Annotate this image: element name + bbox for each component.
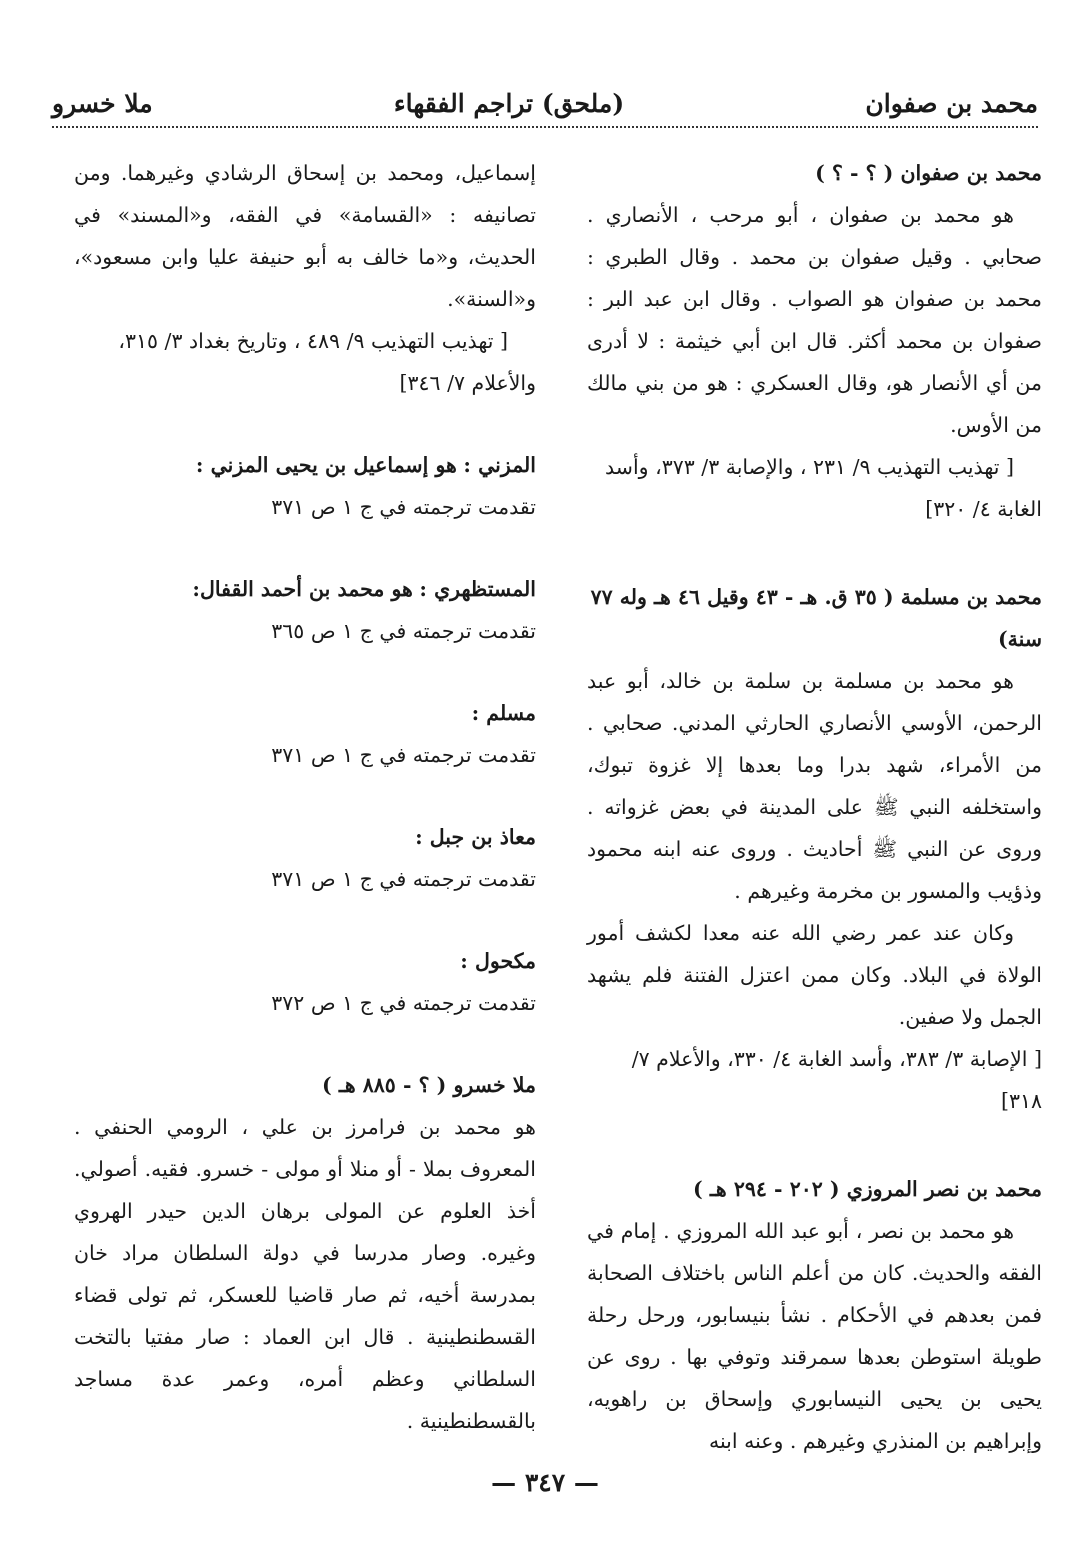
left-column <box>74 152 536 1442</box>
header-left-title: ملا خسرو <box>52 89 153 118</box>
entry-muhammad-ibn-safwan <box>587 152 1042 530</box>
entry-refs: [ الإصابة ٣/ ٣٨٣، وأسد الغابة ٤/ ٣٣٠، والأعلام ٧/ ٣١٨] <box>631 1047 1042 1113</box>
page-header <box>52 78 1038 118</box>
cross-ref-see: تقدمت ترجمته في ج ١ ص ٣٧١ <box>271 743 536 767</box>
entry-muhammad-ibn-nasr <box>587 1168 1042 1462</box>
entry-refs: [ تهذيب التهذيب ٩/ ٢٣١ ، والإصابة ٣/ ٣٧٣، وأسد الغابة ٤/ ٣٢٠] <box>605 455 1042 521</box>
entry-muhammad-ibn-maslama <box>587 576 1042 1122</box>
entry-title: محمد بن نصر المروزي ( ٢٠٢ - ٢٩٤ هـ ) <box>693 1177 1042 1201</box>
entry-title: ملا خسرو ( ؟ - ٨٨٥ هـ ) <box>321 1073 536 1097</box>
cross-ref-detail: هو محمد بن أحمد القفال: <box>192 577 413 601</box>
cross-ref-detail: هو إسماعيل بن يحيى المزني : <box>195 453 457 477</box>
cross-ref-name: المستظهري : <box>419 577 536 601</box>
page-number: — ٣٤٧ — <box>491 1468 599 1497</box>
cross-ref-muzani <box>74 444 536 528</box>
entry-body: هو محمد بن نصر ، أبو عبد الله المروزي . إمام في الفقه والحديث. كان من أعلم الناس باختلاف الصحابة فمن بعدهم في الأحكام . نشأ بنيسابور، ورحل رحلة طويلة استوطن بعدها سمرقند وتوفي بها . روى عن يحيى بن يحيى النيسابوري وإسحاق بن راهويه، وإبراهيم بن المنذري وغيرهم . وعنه ابنه <box>587 1219 1042 1453</box>
cross-ref-see: تقدمت ترجمته في ج ١ ص ٣٦٥ <box>271 619 536 643</box>
cross-ref-makhul <box>74 940 536 1024</box>
cross-ref-see: تقدمت ترجمته في ج ١ ص ٣٧٢ <box>271 991 536 1015</box>
entry-body: هو محمد بن مسلمة بن سلمة بن خالد، أبو عبد الرحمن، الأوسي الأنصاري الحارثي المدني. صحابي . من الأمراء، شهد بدرا وما بعدها إلا غزوة تبوك، واستخلفه النبي ﷺ على المدينة في بعض غزواته . وروى عن النبي ﷺ أحاديث . وروى عنه ابنه محمود وذؤيب والمسور بن مخرمة وغيرهم . <box>587 669 1042 903</box>
entry-mulla-khusraw <box>74 1064 536 1442</box>
entry-body-2: وكان عند عمر رضي الله عنه معدا لكشف أمور الولاة في البلاد. وكان ممن اعتزل الفتنة فلم يشهد الجمل ولا صفين. <box>587 921 1042 1029</box>
cross-ref-see: تقدمت ترجمته في ج ١ ص ٣٧١ <box>271 867 536 891</box>
cross-ref-name: معاذ بن جبل : <box>415 825 536 849</box>
right-column <box>587 152 1042 1462</box>
cross-ref-name: مكحول : <box>460 949 536 973</box>
continuation-text: إسماعيل، ومحمد بن إسحاق الرشادي وغيرهما. ومن تصانيفه : «القسامة» في الفقه، و«المسند» في الحديث، و«ما خالف به أبو حنيفة عليا وابن مسعود»، و«السنة». <box>74 161 536 311</box>
entry-body: هو محمد بن صفوان ، أبو مرحب ، الأنصاري . صحابي . وقيل صفوان بن محمد . وقال الطبري : محمد بن صفوان هو الصواب . وقال ابن عبد البر : صفوان بن محمد أكثر. قال ابن أبي خيثمة : لا أدرى من أي الأنصار هو، وقال العسكري : هو من بني مالك من الأوس. <box>587 203 1042 437</box>
cross-ref-mustazhiri <box>74 568 536 652</box>
cross-ref-name: المزني : <box>463 453 536 477</box>
cross-ref-muslim <box>74 692 536 776</box>
continuation-refs: [ تهذيب التهذيب ٩/ ٤٨٩ ، وتاريخ بغداد ٣/ ٣١٥، والأعلام ٧/ ٣٤٦] <box>118 329 536 395</box>
header-dotted-rule <box>52 126 1038 128</box>
cross-ref-muadh <box>74 816 536 900</box>
entry-title: محمد بن صفوان ( ؟ - ؟ ) <box>815 161 1042 185</box>
cross-ref-see: تقدمت ترجمته في ج ١ ص ٣٧١ <box>271 495 536 519</box>
entry-body: هو محمد بن فرامرز بن علي ، الرومي الحنفي . المعروف بملا - أو منلا أو مولى - خسرو. فقيه. أصولي. أخذ العلوم عن المولى برهان الدين حيدر الهروي وغيره. وصار مدرسا في دولة السلطان مراد خان بمدرسة أخيه، ثم صار قاضيا للعسكر، ثم تولى قضاء القسطنطينية . قال ابن العماد : صار مفتيا بالتخت السلطاني وعظم أمره، وعمر عدة مساجد بالقسطنطينية . <box>74 1115 536 1433</box>
entry-title: محمد بن مسلمة ( ٣٥ ق. هـ - ٤٣ وقيل ٤٦ هـ وله ٧٧ سنة) <box>590 585 1042 651</box>
header-right-title: محمد بن صفوان <box>865 89 1038 118</box>
cross-ref-name: مسلم : <box>471 701 536 725</box>
header-center-title: (ملحق) تراجم الفقهاء <box>393 89 625 118</box>
